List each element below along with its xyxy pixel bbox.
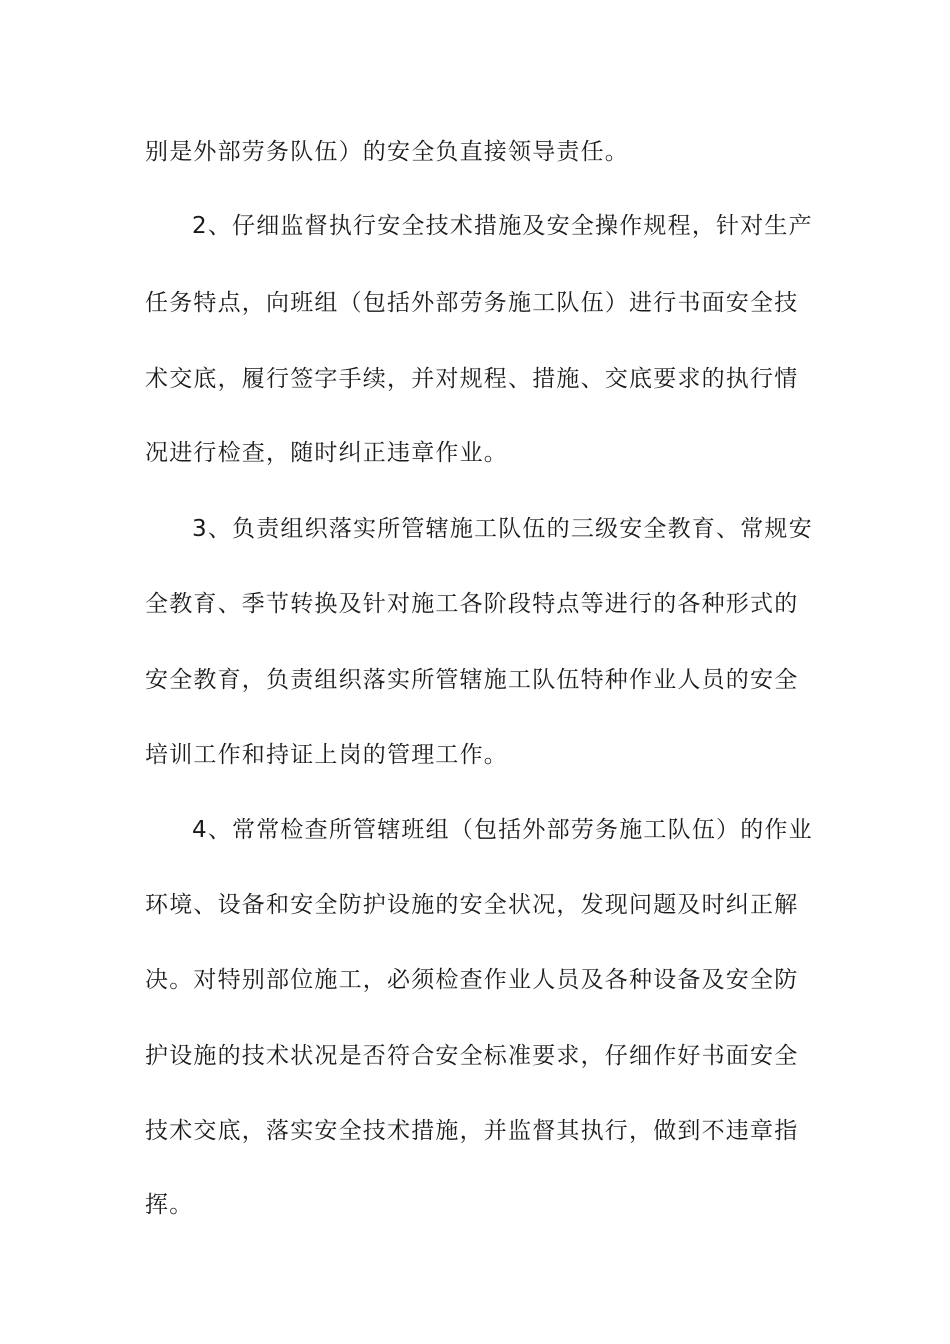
- text-line: 环境、设备和安全防护设施的安全状况，发现问题及时纠正解: [145, 892, 799, 918]
- text-line: 术交底，履行签字手续，并对规程、措施、交底要求的执行情: [145, 366, 799, 392]
- text-line: 况进行检查，随时纠正违章作业。: [145, 440, 508, 466]
- text-line: 培训工作和持证上岗的管理工作。: [145, 742, 508, 768]
- text-line: 技术交底，落实安全技术措施，并监督其执行，做到不违章指: [145, 1118, 799, 1144]
- paragraph-2-first-line: 2、仔细监督执行安全技术措施及安全操作规程，针对生产: [192, 213, 813, 239]
- paragraph-4-first-line: 4、常常检查所管辖班组（包括外部劳务施工队伍）的作业: [192, 817, 813, 843]
- text-line: 任务特点，向班组（包括外部劳务施工队伍）进行书面安全技: [145, 290, 799, 316]
- text-line: 全教育、季节转换及针对施工各阶段特点等进行的各种形式的: [145, 591, 799, 617]
- text-line: 别是外部劳务队伍）的安全负直接领导责任。: [145, 139, 629, 165]
- text-line: 安全教育，负责组织落实所管辖施工队伍特种作业人员的安全: [145, 667, 799, 693]
- paragraph-3-first-line: 3、负责组织落实所管辖施工队伍的三级安全教育、常规安: [192, 516, 813, 542]
- text-line: 护设施的技术状况是否符合安全标准要求，仔细作好书面安全: [145, 1043, 799, 1069]
- text-line: 决。对特别部位施工，必须检查作业人员及各种设备及安全防: [145, 967, 799, 993]
- text-line: 挥。: [145, 1192, 194, 1218]
